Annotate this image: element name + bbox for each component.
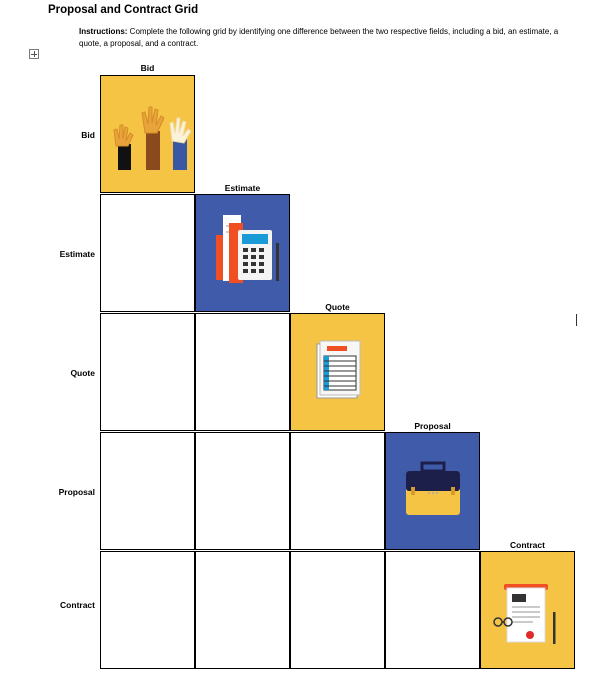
cell-contract-quote: [290, 551, 385, 669]
instructions: [79, 26, 569, 50]
cell-contract-proposal: [385, 551, 480, 669]
cell-estimate-estimate: [195, 194, 290, 312]
column-header-quote: Quote: [325, 302, 350, 312]
calculator-invoice-icon: [196, 195, 289, 311]
cell-estimate-bid: [100, 194, 195, 312]
instructions-label: Instructions:: [79, 27, 128, 36]
cell-proposal-proposal: [385, 432, 480, 550]
cell-quote-quote: [290, 313, 385, 431]
contract-document-icon: [481, 552, 574, 668]
cell-contract-estimate: [195, 551, 290, 669]
briefcase-icon: [386, 433, 479, 549]
cell-proposal-quote: [290, 432, 385, 550]
cell-proposal-estimate: [195, 432, 290, 550]
cell-bid-bid: [100, 75, 195, 193]
document-title: Proposal and Contract Grid: [48, 4, 199, 16]
row-header-bid: Bid: [81, 130, 95, 140]
column-header-contract: Contract: [510, 540, 545, 550]
cell-contract-bid: [100, 551, 195, 669]
row-header-quote: Quote: [70, 368, 95, 378]
row-header-estimate: Estimate: [59, 249, 95, 259]
cell-contract-contract: [480, 551, 575, 669]
table-move-handle-icon[interactable]: [29, 49, 39, 59]
column-header-bid: Bid: [140, 63, 155, 73]
quote-document-icon: [291, 314, 384, 430]
row-header-proposal: Proposal: [58, 487, 95, 497]
cell-quote-bid: [100, 313, 195, 431]
row-header-contract: Contract: [60, 600, 95, 610]
text-cursor: [576, 314, 577, 326]
column-header-estimate: Estimate: [224, 183, 261, 193]
instructions-text: Complete the following grid by identifying one difference between the two respective fields, including a bid, an estimate, a quote, a proposal, and a contract.: [79, 27, 559, 48]
column-header-proposal: Proposal: [414, 421, 451, 431]
raised-hands-icon: [101, 76, 194, 192]
cell-quote-estimate: [195, 313, 290, 431]
cell-proposal-bid: [100, 432, 195, 550]
